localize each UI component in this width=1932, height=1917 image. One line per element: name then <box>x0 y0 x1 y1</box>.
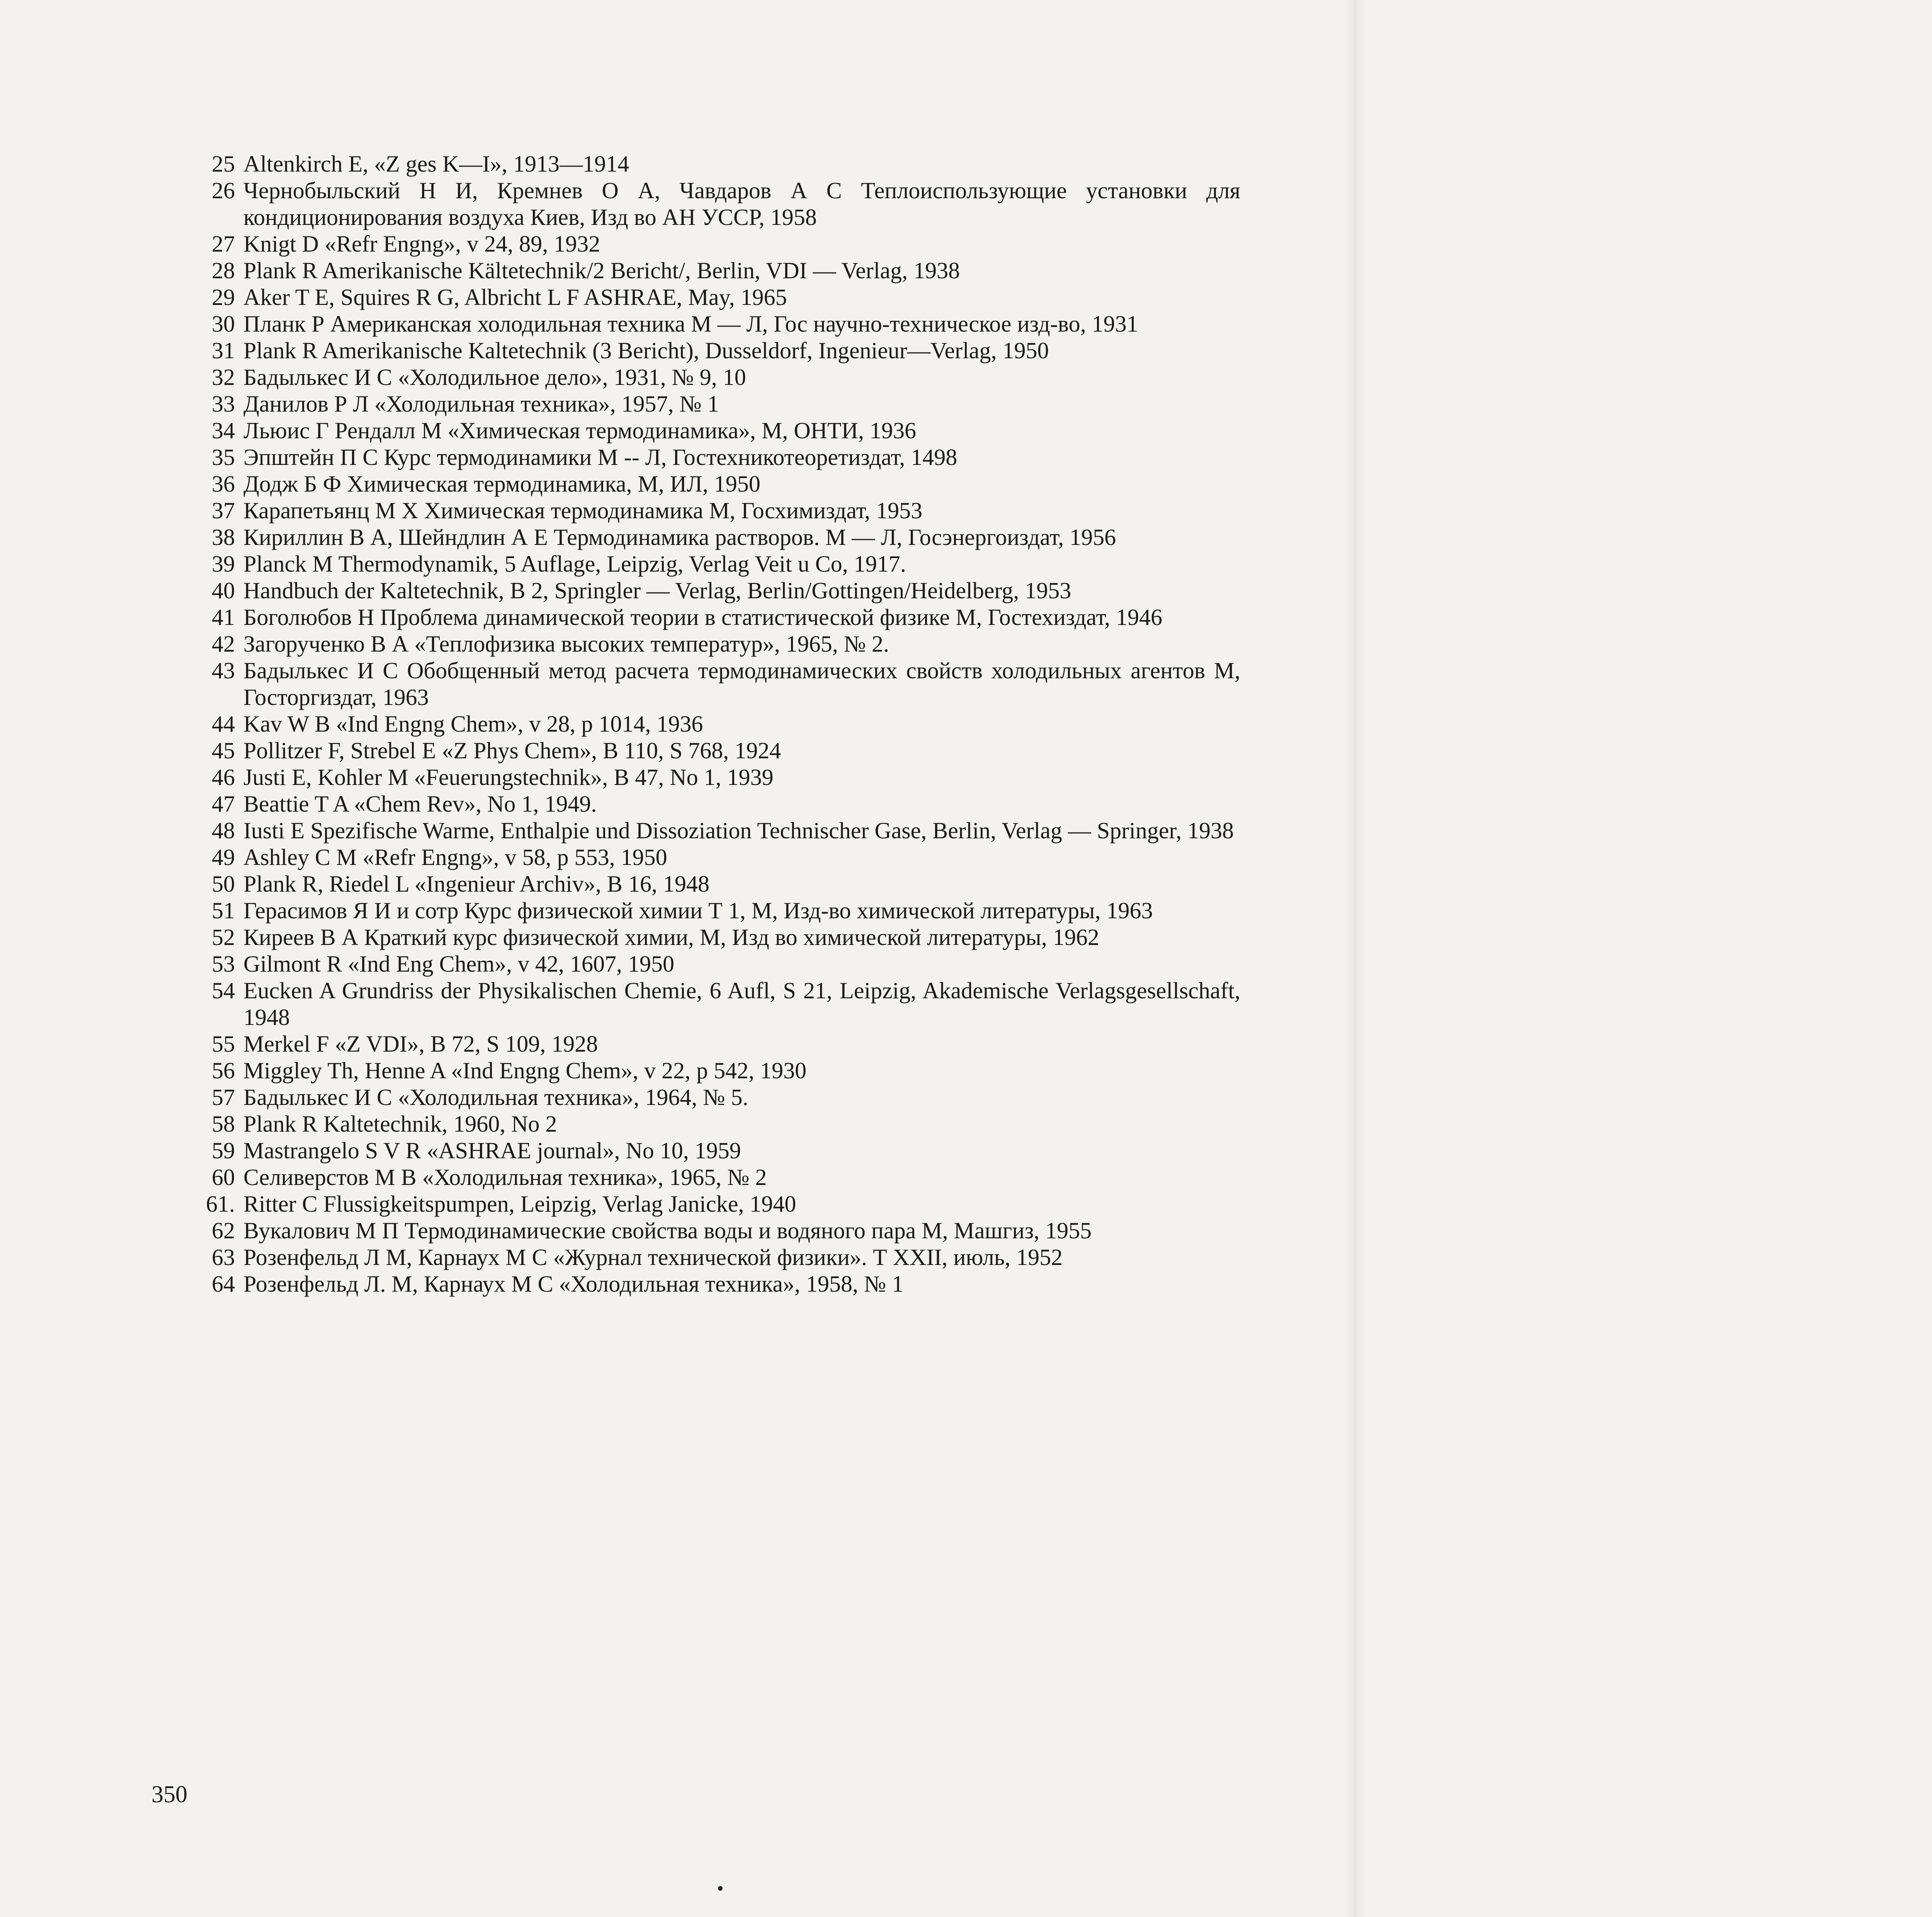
reference-number: 37 <box>212 498 235 523</box>
reference-number: 28 <box>212 258 235 283</box>
reference-text: Aker T E, Squires R G, Albricht L F ASHRAE, May, 1965 <box>243 284 787 310</box>
reference-text: Beattie T A «Chem Rev», No 1, 1949. <box>243 791 597 817</box>
reference-item <box>189 257 1240 284</box>
reference-item <box>189 497 1240 524</box>
reference-number: 56 <box>212 1058 235 1083</box>
reference-item <box>189 871 1240 897</box>
reference-text: Бадылькес И С «Холодильная техника», 1964, № 5. <box>243 1084 748 1110</box>
reference-number: 48 <box>212 818 235 843</box>
reference-number: 53 <box>212 951 235 977</box>
reference-number: 35 <box>212 444 235 470</box>
reference-item <box>189 177 1240 231</box>
reference-number: 30 <box>212 311 235 337</box>
reference-text: Pollitzer F, Strebel E «Z Phys Chem», B 110, S 768, 1924 <box>243 738 781 763</box>
reference-item <box>189 284 1240 311</box>
reference-text: Ashley C M «Refr Engng», v 58, p 553, 1950 <box>243 844 667 870</box>
reference-number: 32 <box>212 364 235 390</box>
reference-text: Бадылькес И С Обобщенный метод расчета термодинамических свойств холодильных агентов М, Госторгиздат, 1963 <box>243 658 1240 710</box>
reference-text: Plank R Amerikanische Kältetechnik/2 Bericht/, Berlin, VDI — Verlag, 1938 <box>243 258 960 283</box>
reference-text: Чернобыльский Н И, Кремнев О А, Чавдаров А С Теплоиспользующие установки для кондиционирования воздуха Киев, Изд во АН УССР, 1958 <box>243 178 1240 230</box>
reference-item <box>189 631 1240 657</box>
page-number-left: 350 <box>151 1781 187 1808</box>
reference-item <box>189 737 1240 764</box>
reference-text: Plank R Kaltetechnik, 1960, No 2 <box>243 1111 557 1137</box>
reference-number: 52 <box>212 924 235 950</box>
reference-text: Розенфельд Л. М, Карнаух М С «Холодильная техника», 1958, № 1 <box>243 1271 904 1297</box>
reference-number: 39 <box>212 551 235 577</box>
reference-item <box>189 1217 1240 1244</box>
reference-text: Kav W B «Ind Engng Chem», v 28, p 1014, 1936 <box>243 711 703 737</box>
reference-item <box>189 817 1240 844</box>
reference-item <box>189 657 1240 711</box>
reference-number: 64 <box>212 1271 235 1297</box>
reference-item <box>189 1244 1240 1271</box>
reference-text: Gilmont R «Ind Eng Chem», v 42, 1607, 1950 <box>243 951 674 977</box>
reference-item <box>189 711 1240 737</box>
reference-item <box>189 337 1240 364</box>
reference-text: Герасимов Я И и сотр Курс физической химии Т 1, М, Изд-во химической литературы, 1963 <box>243 898 1153 923</box>
reference-item <box>189 417 1240 444</box>
reference-item <box>189 391 1240 417</box>
reference-item <box>189 577 1240 604</box>
reference-number: 62 <box>212 1218 235 1243</box>
reference-number: 58 <box>212 1111 235 1137</box>
reference-number: 54 <box>212 978 235 1003</box>
reference-number: 49 <box>212 844 235 870</box>
reference-number: 36 <box>212 471 235 497</box>
reference-text: Бадылькес И С «Холодильное дело», 1931, № 9, 10 <box>243 364 746 390</box>
reference-text: Карапетьянц М Х Химическая термодинамика М, Госхимиздат, 1953 <box>243 498 923 523</box>
reference-text: Додж Б Ф Химическая термодинамика, М, ИЛ, 1950 <box>243 471 760 497</box>
reference-text: Кириллин В А, Шейндлин А Е Термодинамика растворов. М — Л, Госэнергоиздат, 1956 <box>243 524 1116 550</box>
reference-number: 29 <box>212 284 235 310</box>
reference-item <box>189 444 1240 471</box>
reference-text: Данилов Р Л «Холодильная техника», 1957, № 1 <box>243 391 719 417</box>
reference-number: 40 <box>212 578 235 603</box>
reference-number: 55 <box>212 1031 235 1057</box>
reference-item <box>189 524 1240 551</box>
reference-number: 61. <box>206 1191 235 1217</box>
reference-number: 26 <box>212 178 235 203</box>
reference-number: 50 <box>212 871 235 897</box>
reference-item <box>189 151 1240 177</box>
reference-number: 41 <box>212 604 235 630</box>
reference-item <box>189 764 1240 791</box>
reference-item <box>189 924 1240 951</box>
reference-item <box>189 791 1240 817</box>
reference-text: Justi E, Kohler M «Feuerungstechnik», B 47, No 1, 1939 <box>243 764 774 790</box>
reference-text: Planck M Thermodynamik, 5 Auflage, Leipzig, Verlag Veit u Co, 1917. <box>243 551 906 577</box>
reference-item <box>189 1191 1240 1217</box>
reference-text: Селиверстов М В «Холодильная техника», 1965, № 2 <box>243 1165 767 1190</box>
reference-text: Эпштейн П С Курс термодинамики М -- Л, Гостехникотеоретиздат, 1498 <box>243 444 957 470</box>
reference-text: Eucken A Grundriss der Physikalischen Chemie, 6 Aufl, S 21, Leipzig, Akademische Verlagsgesellschaft, 1948 <box>243 978 1240 1030</box>
reference-number: 31 <box>212 338 235 363</box>
reference-number: 59 <box>212 1138 235 1163</box>
reference-item <box>189 364 1240 391</box>
reference-text: Handbuch der Kaltetechnik, B 2, Springler — Verlag, Berlin/Gottingen/Heidelberg, 1953 <box>243 578 1071 603</box>
reference-number: 51 <box>212 898 235 923</box>
reference-text: Планк Р Американская холодильная техника М — Л, Гос научно-техническое изд-во, 1931 <box>243 311 1138 337</box>
reference-number: 47 <box>212 791 235 817</box>
reference-text: Plank R Amerikanische Kaltetechnik (3 Bericht), Dusseldorf, Ingenieur—Verlag, 1950 <box>243 338 1049 363</box>
reference-item <box>189 231 1240 257</box>
reference-text: Plank R, Riedel L «Ingenieur Archiv», B 16, 1948 <box>243 871 709 897</box>
reference-text: Merkel F «Z VDI», B 72, S 109, 1928 <box>243 1031 598 1057</box>
reference-number: 34 <box>212 418 235 443</box>
reference-item <box>189 1271 1240 1297</box>
reference-item <box>189 1084 1240 1111</box>
reference-text: Miggley Th, Henne A «Ind Engng Chem», v 22, p 542, 1930 <box>243 1058 807 1083</box>
reference-text: Льюис Г Рендалл М «Химическая термодинамика», М, ОНТИ, 1936 <box>243 418 916 443</box>
reference-item <box>189 1111 1240 1137</box>
reference-number: 45 <box>212 738 235 763</box>
reference-number: 60 <box>212 1165 235 1190</box>
reference-number: 57 <box>212 1084 235 1110</box>
reference-item <box>189 1137 1240 1164</box>
reference-item <box>189 844 1240 871</box>
reference-number: 43 <box>212 658 235 683</box>
reference-text: Iusti E Spezifische Warme, Enthalpie und Dissoziation Technischer Gase, Berlin, Verlag — Springer, 1938 <box>243 818 1234 843</box>
reference-number: 46 <box>212 764 235 790</box>
reference-text: Mastrangelo S V R «ASHRAE journal», No 10, 1959 <box>243 1138 741 1163</box>
reference-item <box>189 951 1240 977</box>
reference-text: Altenkirch E, «Z ges K—I», 1913—1914 <box>243 151 629 177</box>
reference-text: Вукалович М П Термодинамические свойства воды и водяного пара М, Машгиз, 1955 <box>243 1218 1092 1243</box>
right-page <box>1355 0 1932 1917</box>
reference-item <box>189 471 1240 497</box>
reference-number: 33 <box>212 391 235 417</box>
reference-number: 38 <box>212 524 235 550</box>
reference-item <box>189 551 1240 577</box>
reference-text: Загорученко В А «Теплофизика высоких температур», 1965, № 2. <box>243 631 889 657</box>
reference-number: 63 <box>212 1245 235 1270</box>
reference-number: 27 <box>212 231 235 257</box>
reference-text: Knigt D «Refr Engng», v 24, 89, 1932 <box>243 231 600 257</box>
reference-item <box>189 1031 1240 1057</box>
reference-text: Розенфельд Л М, Карнаух М С «Журнал технической физики». Т XXII, июль, 1952 <box>243 1245 1063 1270</box>
reference-item <box>189 977 1240 1031</box>
reference-item <box>189 1057 1240 1084</box>
reference-number: 42 <box>212 631 235 657</box>
ink-dot <box>718 1886 723 1891</box>
reference-list-left <box>189 151 1240 1297</box>
reference-item <box>189 604 1240 631</box>
reference-number: 44 <box>212 711 235 737</box>
reference-text: Киреев В А Краткий курс физической химии, М, Изд во химической литературы, 1962 <box>243 924 1099 950</box>
reference-number: 25 <box>212 151 235 177</box>
reference-item <box>189 311 1240 337</box>
reference-text: Ritter C Flussigkeitspumpen, Leipzig, Verlag Janicke, 1940 <box>243 1191 796 1217</box>
reference-item <box>189 1164 1240 1191</box>
reference-item <box>189 897 1240 924</box>
reference-text: Боголюбов Н Проблема динамической теории в статистической физике М, Гостехиздат, 1946 <box>243 604 1163 630</box>
